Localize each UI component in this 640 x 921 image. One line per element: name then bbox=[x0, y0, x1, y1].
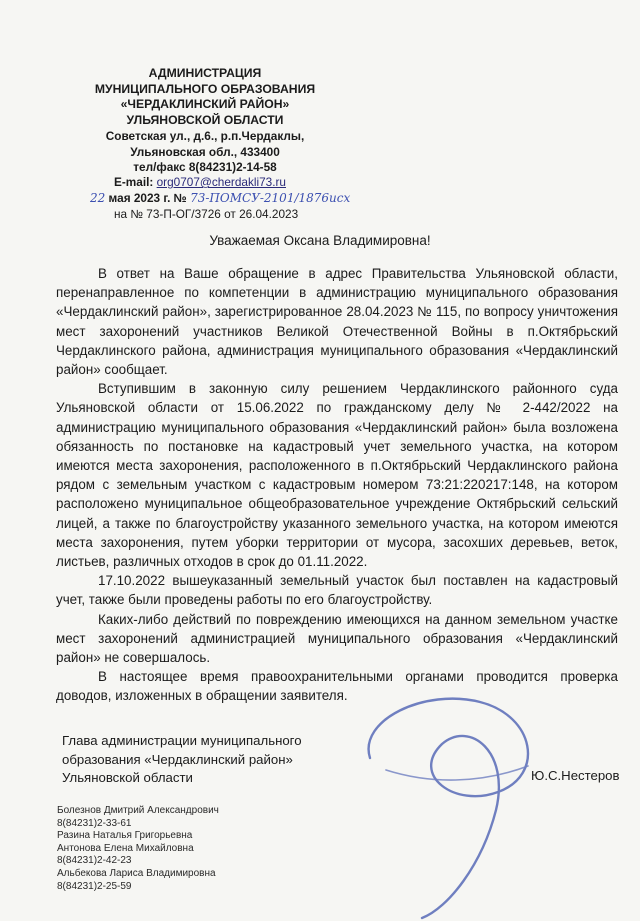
email-link[interactable]: org0707@cherdakli73.ru bbox=[156, 175, 286, 189]
contact-line: Альбекова Лариса Владимировна bbox=[57, 867, 216, 879]
signer-name: Ю.С.Нестеров bbox=[531, 768, 620, 783]
date-text: мая 2023 г. № bbox=[105, 191, 191, 205]
email-line bbox=[114, 175, 286, 189]
contact-line: 8(84231)2-33-61 bbox=[57, 817, 132, 829]
address-line: тел/факс 8(84231)2-14-58 bbox=[133, 160, 277, 174]
paragraph: Вступившим в законную силу решением Чердаклинского районного суда Ульяновской области от 15.06.2022 по гражданскому делу № 2-442/2022 на администрацию муниципального образования «Чердаклинский район» была возложена обязанность по постановке на кадастровый учет земельного участка, на котором имеются места захоронения, расположенного в п.Октябрьский Чердаклинского района рядом с земельным участком с кадастровым номером 73:21:220217:148, на котором расположено муниципальное общеобразовательное учреждение Октябрьский сельский лицей, а также по благоустройству указанного земельного участка, на котором имеются места захоронения, путем уборки территории от мусора, засохших деревьев, веток, листьев, различных отходов в срок до 01.11.2022. bbox=[56, 381, 618, 570]
contact-line: Болезнов Дмитрий Александрович bbox=[57, 805, 219, 816]
signature-title-line: образования «Чердаклинский район» bbox=[62, 751, 293, 767]
contact-line: 8(84231)2-25-59 bbox=[57, 880, 132, 892]
org-line: «ЧЕРДАКЛИНСКИЙ РАЙОН» bbox=[120, 97, 290, 111]
greeting: Уважаемая Оксана Владимировна! bbox=[209, 233, 431, 248]
reference-line: на № 73-П-ОГ/3726 от 26.04.2023 bbox=[114, 207, 299, 221]
executors-contacts bbox=[57, 805, 219, 893]
handwritten-signature bbox=[330, 680, 570, 921]
letter-body bbox=[56, 264, 618, 706]
outgoing-date-number bbox=[90, 191, 350, 205]
address-line: Советская ул., д.6., р.п.Чердаклы, bbox=[105, 129, 305, 143]
paragraph: 17.10.2022 вышеуказанный земельный участок был поставлен на кадастровый учет, также были проведены работы по его благоустройству. bbox=[56, 573, 618, 608]
org-line: АДМИНИСТРАЦИЯ bbox=[148, 66, 262, 80]
org-line: УЛЬЯНОВСКОЙ ОБЛАСТИ bbox=[126, 112, 284, 127]
handwritten-reg-number: 73-ПОМСУ-2101/1876исх bbox=[190, 191, 351, 205]
contact-line: Антонова Елена Михайловна bbox=[57, 842, 194, 854]
address-line: Ульяновская обл., 433400 bbox=[130, 144, 280, 159]
organization-address bbox=[60, 129, 350, 176]
paragraph: В настоящее время правоохранительными органами проводится проверка доводов, изложенных в обращении заявителя. bbox=[56, 669, 618, 704]
organization-header bbox=[60, 66, 350, 128]
org-line: МУНИЦИПАЛЬНОГО ОБРАЗОВАНИЯ bbox=[94, 81, 316, 96]
handwritten-day: 22 bbox=[90, 191, 106, 205]
contact-line: Разина Наталья Григорьевна bbox=[57, 830, 193, 842]
paragraph: Каких-либо действий по повреждению имеющихся на данном земельном участке мест захоронений администрацией муниципального образования «Чердаклинский район» не совершалось. bbox=[56, 611, 618, 666]
signature-title-line: Ульяновской области bbox=[62, 770, 193, 785]
contact-line: 8(84231)2-42-23 bbox=[57, 855, 132, 867]
paragraph: В ответ на Ваше обращение в адрес Правительства Ульяновской области, перенаправленное по компетенции в администрацию муниципального образования «Чердаклинский район», зарегистрированное 28.04.2023 № 115, по вопросу уничтожения мест захоронений участников Великой Отечественной Войны в п.Октябрьский Чердаклинского района, администрация муниципального образования «Чердаклинский район» сообщает. bbox=[56, 266, 618, 378]
email-label: E-mail: bbox=[114, 175, 154, 189]
signature-title bbox=[62, 732, 302, 788]
signature-title-line: Глава администрации муниципального bbox=[62, 733, 302, 748]
